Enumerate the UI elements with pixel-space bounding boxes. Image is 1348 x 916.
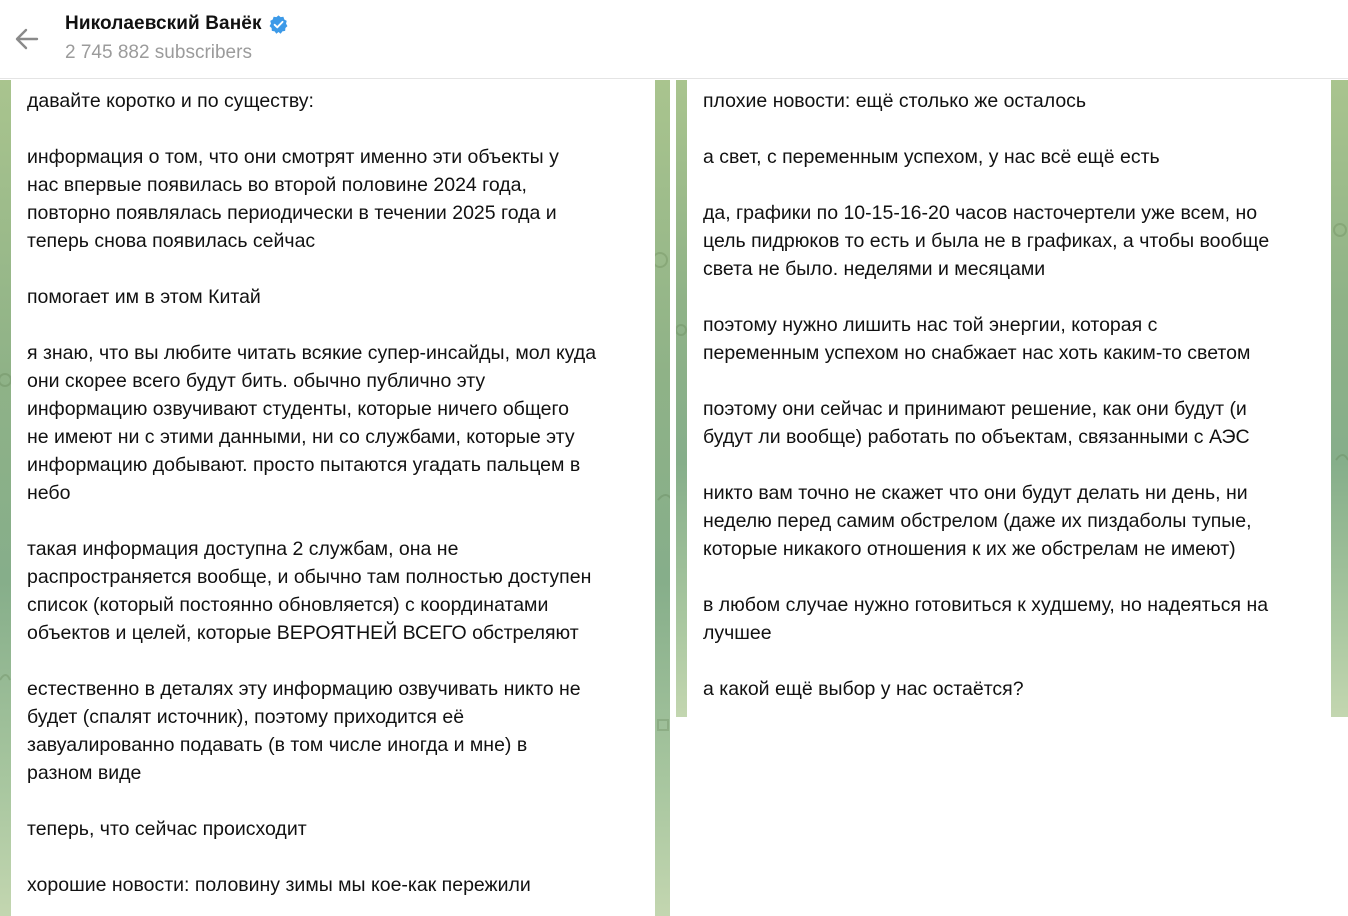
- arrow-left-icon: [13, 25, 41, 53]
- message-paragraph: а свет, с переменным успехом, у нас всё ещё есть: [703, 146, 1160, 168]
- message-paragraph: помогает им в этом Китай: [27, 286, 261, 308]
- message-bubble-left[interactable]: [11, 80, 655, 916]
- message-paragraph: такая информация доступна 2 службам, она не распространяется вообще, и обычно там полностью доступен список (который постоянно обновляется) с координатами объектов и целей, которые ВЕРОЯТНЕЙ ВСЕГО обстреляют: [27, 538, 592, 644]
- chat-header: [0, 0, 1348, 79]
- message-paragraph: информация о том, что они смотрят именно эти объекты у нас впервые появилась во второй половине 2024 года, повторно появлялась периодически в течении 2025 года и теперь снова появилась сейчас: [27, 146, 559, 252]
- channel-title[interactable]: Николаевский Ванёк: [65, 13, 262, 34]
- message-paragraph: поэтому нужно лишить нас той энергии, которая с переменным успехом но снабжает нас хоть каким-то светом: [703, 314, 1251, 364]
- message-bubble-right[interactable]: [687, 80, 1331, 717]
- chat-background-right: [676, 80, 1348, 717]
- message-paragraph: я знаю, что вы любите читать всякие супер-инсайды, мол куда они скорее всего будут бить. обычно публично эту информацию озвучивают студенты, которые ничего общего не имеют ни с этими данными, ни со службами, которые эту информацию добывают. просто пытаются угадать пальцем в небо: [27, 342, 597, 504]
- verified-badge-icon: [268, 14, 289, 35]
- message-paragraph: хорошие новости: половину зимы мы кое-как пережили: [27, 874, 531, 896]
- channel-title-row[interactable]: [65, 13, 289, 35]
- message-paragraph: давайте коротко и по существу:: [27, 90, 314, 112]
- message-paragraph: теперь, что сейчас происходит: [27, 818, 307, 840]
- message-paragraph: плохие новости: ещё столько же осталось: [703, 90, 1087, 112]
- chat-background-left: [0, 80, 670, 916]
- message-paragraph: естественно в деталях эту информацию озвучивать никто не будет (спалят источник), поэтому приходится её завуалированно подавать (в том числе иногда и мне) в разном виде: [27, 678, 581, 784]
- message-paragraph: поэтому они сейчас и принимают решение, как они будут (и будут ли вообще) работать по объектам, связанными с АЭС: [703, 398, 1250, 448]
- message-paragraph: никто вам точно не скажет что они будут делать ни день, ни неделю перед самим обстрелом (даже их пиздаболы тупые, которые никакого отношения к их же обстрелам не имеют): [703, 482, 1252, 560]
- subscriber-count: 2 745 882 subscribers: [65, 42, 252, 63]
- back-button[interactable]: [10, 22, 44, 56]
- message-paragraph: в любом случае нужно готовиться к худшему, но надеяться на лучшее: [703, 594, 1269, 644]
- message-paragraph: а какой ещё выбор у нас остаётся?: [703, 678, 1024, 700]
- message-paragraph: да, графики по 10-15-16-20 часов насточертели уже всем, но цель пидрюков то есть и была не в графиках, а чтобы вообще света не было. неделями и месяцами: [703, 202, 1270, 280]
